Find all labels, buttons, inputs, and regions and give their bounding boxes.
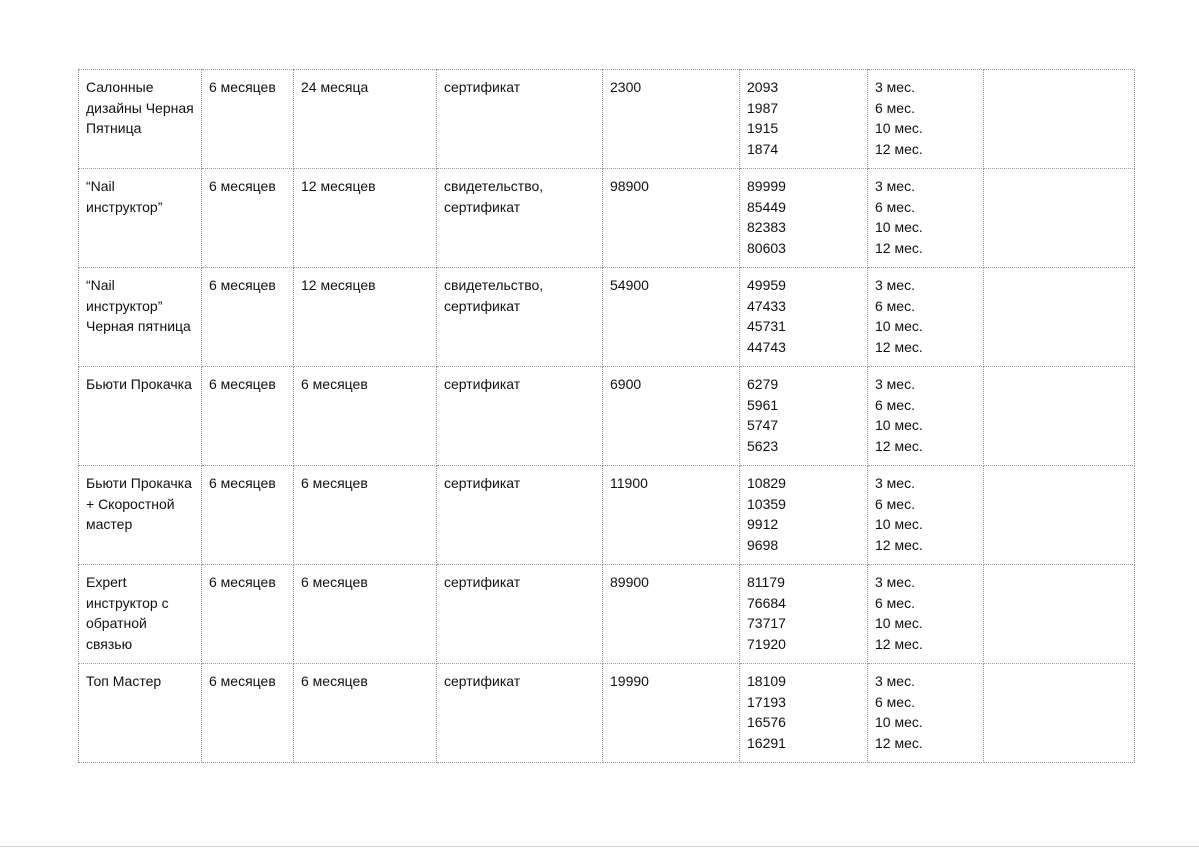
installment-price: 9698 — [747, 537, 779, 554]
terms-cell — [868, 169, 984, 268]
table-row — [79, 664, 1135, 763]
installment-term: 12 мес. — [875, 240, 923, 257]
access-cell — [294, 169, 437, 268]
document-type: сертификат — [444, 297, 521, 314]
extra-cell — [984, 466, 1135, 565]
course-name: “Nail инструктор” Черная пятница — [86, 277, 191, 335]
installment-term: 6 мес. — [875, 198, 915, 215]
access-period: 12 месяцев — [301, 277, 376, 293]
course-name: Expert инструктор с обратной связью — [86, 574, 169, 653]
installment-price: 5961 — [747, 396, 779, 413]
table-row — [79, 70, 1135, 169]
table-row — [79, 565, 1135, 664]
full-price: 6900 — [610, 376, 642, 392]
installment-price: 1915 — [747, 120, 779, 137]
table-row — [79, 268, 1135, 367]
extra-cell — [984, 70, 1135, 169]
installments-cell — [740, 367, 868, 466]
table-row — [79, 367, 1135, 466]
full-price: 54900 — [610, 277, 649, 293]
course-duration: 6 месяцев — [209, 673, 276, 689]
course-duration: 6 месяцев — [209, 376, 276, 392]
course-name-cell — [79, 70, 202, 169]
installment-price: 18109 — [747, 673, 786, 689]
price-cell — [603, 367, 740, 466]
access-period: 24 месяца — [301, 79, 369, 95]
document-type: свидетельство, — [444, 277, 544, 293]
installment-price: 2093 — [747, 79, 779, 95]
full-price: 11900 — [610, 475, 648, 491]
access-period: 6 месяцев — [301, 475, 368, 491]
table-row — [79, 466, 1135, 565]
document-cell — [437, 268, 603, 367]
course-duration: 6 месяцев — [209, 79, 276, 95]
document-cell — [437, 367, 603, 466]
installment-term: 10 мес. — [875, 318, 923, 335]
installment-price: 16291 — [747, 735, 786, 752]
installments-cell — [740, 664, 868, 763]
installments-cell — [740, 70, 868, 169]
installment-price: 17193 — [747, 693, 786, 710]
terms-cell — [868, 565, 984, 664]
terms-cell — [868, 367, 984, 466]
installment-price: 82383 — [747, 219, 786, 236]
full-price: 89900 — [610, 574, 649, 590]
table-body — [79, 70, 1135, 763]
access-period: 12 месяцев — [301, 178, 376, 194]
installment-price: 1874 — [747, 141, 779, 158]
installments-cell — [740, 169, 868, 268]
course-name-cell — [79, 565, 202, 664]
document-cell — [437, 565, 603, 664]
access-cell — [294, 466, 437, 565]
document-cell — [437, 466, 603, 565]
document-type: сертификат — [444, 79, 521, 95]
course-name-cell — [79, 466, 202, 565]
course-name-cell — [79, 268, 202, 367]
document-type: сертификат — [444, 574, 521, 590]
installment-term: 6 мес. — [875, 693, 915, 710]
access-period: 6 месяцев — [301, 673, 368, 689]
installment-price: 10829 — [747, 475, 786, 491]
installments-cell — [740, 565, 868, 664]
table-row — [79, 169, 1135, 268]
installment-price: 45731 — [747, 318, 786, 335]
price-cell — [603, 268, 740, 367]
price-cell — [603, 664, 740, 763]
extra-cell — [984, 268, 1135, 367]
course-name: “Nail инструктор” — [86, 178, 163, 215]
installment-term: 3 мес. — [875, 79, 915, 95]
installment-price: 49959 — [747, 277, 786, 293]
access-cell — [294, 367, 437, 466]
installment-price: 71920 — [747, 636, 786, 653]
courses-price-table — [78, 69, 1135, 763]
course-duration: 6 месяцев — [209, 574, 276, 590]
document-type: сертификат — [444, 376, 521, 392]
installments-cell — [740, 268, 868, 367]
installment-term: 3 мес. — [875, 178, 915, 194]
document-type: сертификат — [444, 673, 521, 689]
installment-term: 12 мес. — [875, 636, 923, 653]
course-duration: 6 месяцев — [209, 475, 276, 491]
access-cell — [294, 268, 437, 367]
installment-term: 12 мес. — [875, 141, 923, 158]
installment-price: 47433 — [747, 297, 786, 314]
installment-term: 12 мес. — [875, 339, 923, 356]
installment-price: 44743 — [747, 339, 786, 356]
full-price: 19990 — [610, 673, 649, 689]
installment-term: 3 мес. — [875, 277, 915, 293]
full-price: 2300 — [610, 79, 642, 95]
document-cell — [437, 664, 603, 763]
full-price: 98900 — [610, 178, 649, 194]
installment-term: 10 мес. — [875, 516, 923, 533]
duration-cell — [202, 169, 294, 268]
price-cell — [603, 466, 740, 565]
duration-cell — [202, 367, 294, 466]
installments-cell — [740, 466, 868, 565]
page-edge-divider — [0, 846, 1199, 847]
installment-price: 9912 — [747, 516, 779, 533]
course-name-cell — [79, 367, 202, 466]
price-cell — [603, 169, 740, 268]
access-period: 6 месяцев — [301, 376, 368, 392]
course-name-cell — [79, 169, 202, 268]
installment-term: 12 мес. — [875, 537, 923, 554]
installment-term: 6 мес. — [875, 594, 915, 611]
installment-term: 3 мес. — [875, 574, 915, 590]
document-type: свидетельство, — [444, 178, 544, 194]
terms-cell — [868, 268, 984, 367]
access-cell — [294, 70, 437, 169]
installment-price: 6279 — [747, 376, 779, 392]
access-cell — [294, 565, 437, 664]
installment-price: 81179 — [747, 574, 785, 590]
document-type: сертификат — [444, 475, 521, 491]
terms-cell — [868, 70, 984, 169]
document-cell — [437, 169, 603, 268]
terms-cell — [868, 664, 984, 763]
document-type: сертификат — [444, 198, 521, 215]
installment-term: 6 мес. — [875, 495, 915, 512]
installment-price: 76684 — [747, 594, 786, 611]
course-name: Топ Мастер — [86, 673, 162, 689]
terms-cell — [868, 466, 984, 565]
installment-term: 10 мес. — [875, 417, 923, 434]
price-cell — [603, 70, 740, 169]
installment-price: 80603 — [747, 240, 786, 257]
extra-cell — [984, 664, 1135, 763]
installment-price: 73717 — [747, 615, 786, 632]
installment-price: 85449 — [747, 198, 786, 215]
price-cell — [603, 565, 740, 664]
installment-term: 3 мес. — [875, 673, 915, 689]
course-name: Бьюти Прокачка — [86, 376, 192, 392]
installment-term: 10 мес. — [875, 615, 923, 632]
installment-price: 5747 — [747, 417, 779, 434]
access-cell — [294, 664, 437, 763]
extra-cell — [984, 367, 1135, 466]
installment-term: 12 мес. — [875, 735, 923, 752]
installment-term: 10 мес. — [875, 219, 923, 236]
document-cell — [437, 70, 603, 169]
installment-price: 89999 — [747, 178, 786, 194]
access-period: 6 месяцев — [301, 574, 368, 590]
installment-price: 10359 — [747, 495, 786, 512]
installment-term: 10 мес. — [875, 714, 923, 731]
course-duration: 6 месяцев — [209, 178, 276, 194]
installment-term: 6 мес. — [875, 297, 915, 314]
installment-price: 1987 — [747, 99, 779, 116]
installment-term: 3 мес. — [875, 475, 915, 491]
course-duration: 6 месяцев — [209, 277, 276, 293]
duration-cell — [202, 466, 294, 565]
duration-cell — [202, 565, 294, 664]
course-name: Салонные дизайны Черная Пятница — [86, 79, 194, 137]
installment-term: 6 мес. — [875, 99, 915, 116]
duration-cell — [202, 268, 294, 367]
installment-price: 5623 — [747, 438, 779, 455]
extra-cell — [984, 565, 1135, 664]
installment-term: 10 мес. — [875, 120, 923, 137]
course-name-cell — [79, 664, 202, 763]
course-name: Бьюти Прокачка + Скоростной мастер — [86, 475, 192, 533]
extra-cell — [984, 169, 1135, 268]
installment-term: 3 мес. — [875, 376, 915, 392]
installment-price: 16576 — [747, 714, 786, 731]
duration-cell — [202, 664, 294, 763]
duration-cell — [202, 70, 294, 169]
installment-term: 12 мес. — [875, 438, 923, 455]
installment-term: 6 мес. — [875, 396, 915, 413]
